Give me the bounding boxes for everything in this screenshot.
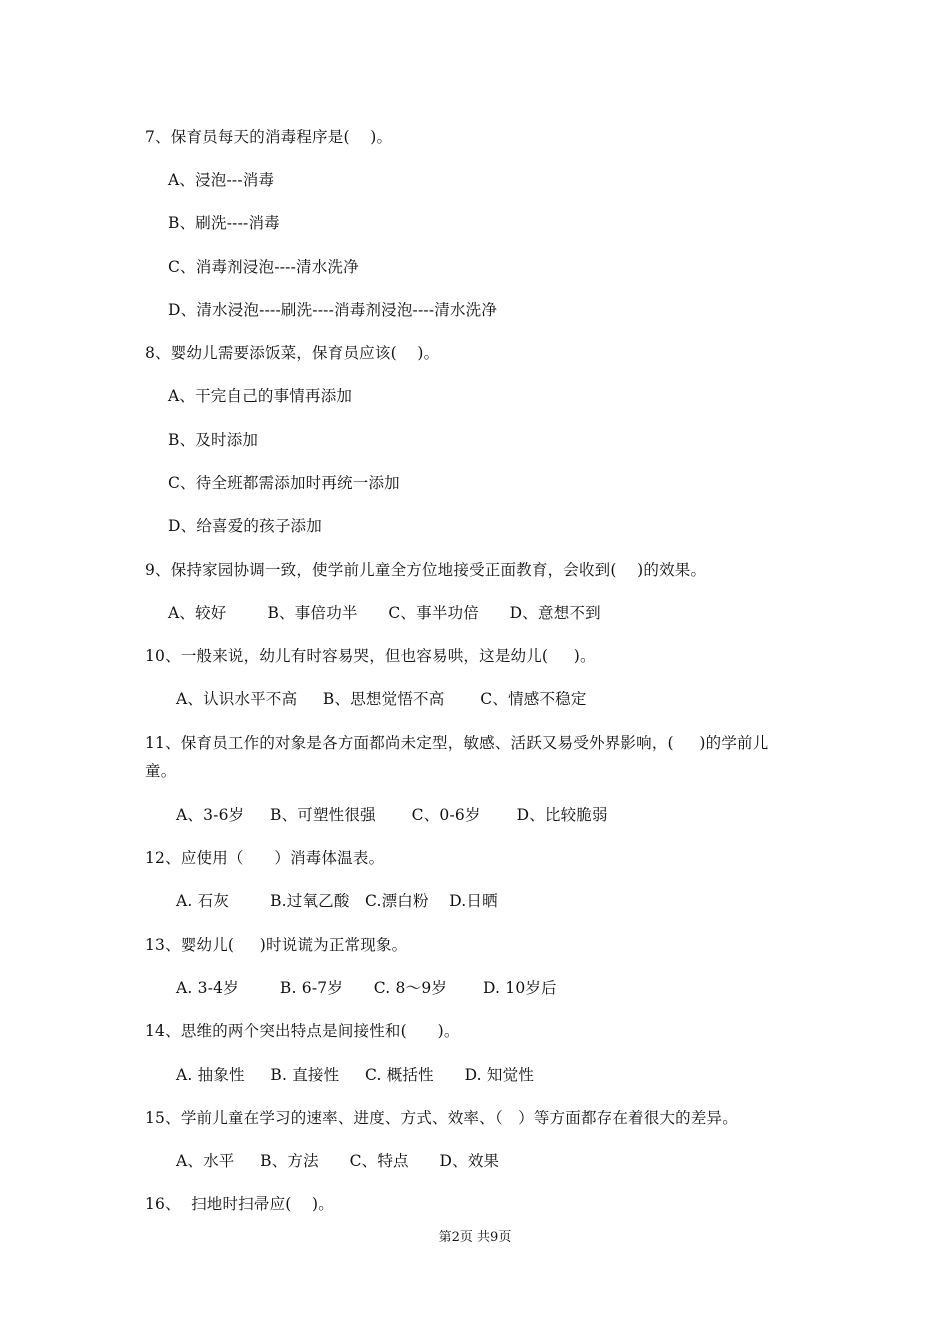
question-12: 12、应使用（ ）消毒体温表。 [145, 849, 385, 867]
question-9: 9、保持家园协调一致，使学前儿童全方位地接受正面教育，会收到( )的效果。 [145, 561, 707, 579]
options-13: A. 3-4岁 B. 6-7岁 C. 8～9岁 D. 10岁后 [176, 979, 557, 997]
option-7b: B、刷洗----消毒 [168, 214, 280, 232]
option-8d: D、给喜爱的孩子添加 [168, 517, 322, 535]
question-13: 13、婴幼儿( )时说谎为正常现象。 [145, 936, 408, 954]
options-12: A. 石灰 B.过氧乙酸 C.漂白粉 D.日晒 [176, 892, 498, 910]
option-8a: A、干完自己的事情再添加 [168, 387, 353, 405]
page-number-footer: 第2页 共9页 [438, 1230, 512, 1245]
options-11: A、3-6岁 B、可塑性很强 C、0-6岁 D、比较脆弱 [176, 806, 608, 824]
question-7: 7、保育员每天的消毒程序是( )。 [145, 128, 393, 146]
question-8: 8、婴幼儿需要添饭菜，保育员应该( )。 [145, 344, 440, 362]
question-11: 11、保育员工作的对象是各方面都尚未定型，敏感、活跃又易受外界影响，( )的学前儿 [145, 734, 769, 752]
option-7a: A、浸泡---消毒 [168, 171, 275, 189]
option-8b: B、及时添加 [168, 431, 259, 449]
question-16: 16、 扫地时扫帚应( )。 [145, 1195, 334, 1213]
options-10: A、认识水平不高 B、思想觉悟不高 C、情感不稳定 [176, 690, 587, 708]
option-7d: D、清水浸泡----刷洗----消毒剂浸泡----清水洗净 [168, 301, 498, 319]
question-14: 14、思维的两个突出特点是间接性和( )。 [145, 1022, 460, 1040]
question-15: 15、学前儿童在学习的速率、进度、方式、效率、（ ）等方面都存在着很大的差异。 [145, 1109, 738, 1127]
option-7c: C、消毒剂浸泡----清水洗净 [168, 258, 359, 276]
question-11-cont: 童。 [145, 762, 177, 780]
options-14: A. 抽象性 B. 直接性 C. 概括性 D. 知觉性 [176, 1066, 535, 1084]
options-15: A、水平 B、方法 C、特点 D、效果 [176, 1152, 500, 1170]
question-10: 10、一般来说，幼儿有时容易哭，但也容易哄，这是幼儿( )。 [145, 647, 596, 665]
options-9: A、较好 B、事倍功半 C、事半功倍 D、意想不到 [168, 604, 601, 622]
option-8c: C、待全班都需添加时再统一添加 [168, 474, 400, 492]
